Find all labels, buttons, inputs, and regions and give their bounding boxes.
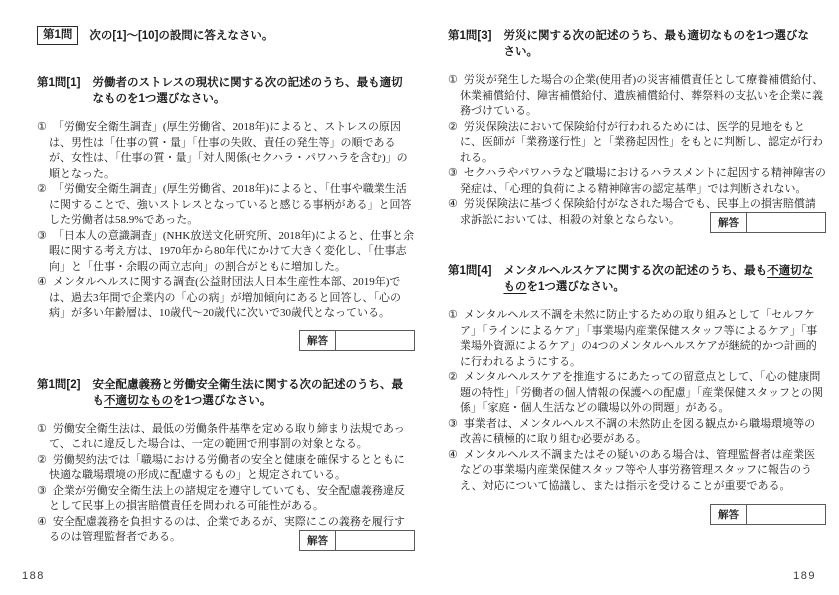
- question-2-heading: [37, 377, 415, 409]
- page-right: [448, 0, 826, 595]
- choice-number: ④: [37, 515, 47, 528]
- answer-label: 解答: [711, 213, 747, 232]
- question-2: [37, 377, 415, 551]
- choice-text: 事業者は、メンタルヘルス不調の未然防止を図る観点から職場環境等の改善に積極的に取り組む必要がある。: [460, 417, 816, 445]
- question-3-heading: [448, 28, 826, 60]
- question-title: [503, 28, 817, 60]
- choice-number: ①: [37, 422, 47, 435]
- choice-number: ②: [448, 371, 458, 383]
- choice-text: メンタルヘルス不調を未然に防止するための取り組みとして「セルフケア」「ラインによるケア」「事業場内産業保健スタッフ等によるケア」「事業場外資源によるケア」の4つのメンタルヘルスケアが継続的かつ計画的に行われるようにする。: [460, 309, 818, 368]
- question-title-underlined: 不適切なもの: [503, 265, 814, 293]
- question-1-heading: [37, 75, 415, 107]
- question-title: [503, 263, 817, 295]
- choice-text: 「日本人の意識調査」(NHK放送文化研究所、2018年)によると、仕事と余暇に関する考え方は、1970年から80年代にかけて大きく変化し、「仕事志向」と「仕事・余暇の両立志向」の割合がともに増加した。: [49, 229, 415, 273]
- answer-label: 解答: [711, 505, 747, 524]
- choice-text: 安全配慮義務を負担するのは、企業であるが、実際にこの義務を履行するのは管理監督者である。: [49, 515, 405, 543]
- choice-number: ③: [37, 229, 47, 242]
- choice-text: 企業が労働安全衛生法上の諸規定を遵守していても、安全配慮義務違反として民事上の損害賠償責任を問われる可能性がある。: [49, 484, 405, 512]
- choice-text: 労働安全衛生法は、最低の労働条件基準を定める取り締まり法規であって、これに違反した場合は、一定の範囲で刑事罰の対象となる。: [49, 422, 405, 450]
- question-1: [37, 75, 415, 351]
- question-3: [448, 28, 826, 233]
- problem-number-box: 第1問: [37, 26, 78, 45]
- answer-box: [710, 504, 826, 525]
- problem-header: [37, 26, 415, 45]
- question-title-text: 安全配慮義務と労働安全衛生法に関する次の記述のうち、最も: [92, 378, 403, 407]
- choice-list: [37, 422, 415, 546]
- choice-number: ②: [448, 120, 458, 133]
- question-title-text: 労災に関する次の記述のうち、最も適切なものを1つ選びなさい。: [503, 30, 809, 58]
- choice-number: ③: [37, 484, 47, 497]
- question-label: 第1問[4]: [448, 265, 492, 277]
- choice-item: [37, 120, 415, 182]
- choice-text: 「労働安全衛生調査」(厚生労働省、2018年)によると、「仕事や職業生活に関することで、強いストレスとなっていると感じる事柄がある」と回答した労働者は58.9%であった。: [49, 183, 412, 226]
- choice-number: ④: [448, 448, 458, 461]
- choice-number: ③: [448, 417, 458, 430]
- choice-list: [37, 120, 415, 322]
- answer-label: 解答: [300, 531, 336, 550]
- choice-number: ①: [448, 309, 458, 321]
- choice-number: ②: [37, 183, 47, 195]
- choice-list: [448, 308, 826, 494]
- answer-field: [747, 505, 825, 524]
- question-4-heading: [448, 263, 826, 295]
- problem-header-text: 次の[1]～[10]の設問に答えなさい。: [89, 29, 274, 42]
- question-label: 第1問[3]: [448, 30, 492, 42]
- choice-number: ③: [448, 167, 458, 179]
- answer-field: [336, 331, 414, 350]
- answer-box: [299, 330, 415, 351]
- answer-label: 解答: [300, 331, 336, 350]
- question-4: [448, 263, 826, 525]
- question-title-underlined: 不適切なもの: [103, 394, 173, 407]
- choice-item: [37, 422, 415, 453]
- question-title-text: メンタルヘルスケアに関する次の記述のうち、最も: [503, 265, 768, 277]
- choice-number: ①: [37, 121, 47, 133]
- question-title-text: 労働者のストレスの現状に関する次の記述のうち、最も適切なものを1つ選びなさい。: [92, 77, 403, 105]
- question-title: [92, 75, 406, 107]
- choice-list: [448, 73, 826, 228]
- choice-text: 「労働安全衛生調査」(厚生労働省、2018年)によると、ストレスの原因は、男性は「仕事の質・量」「仕事の失敗、責任の発生等」の順であるが、女性は、「仕事の質・量」「対人関係(セクハラ・パワハラを含む)」の順となった。: [49, 121, 408, 180]
- answer-box: [299, 530, 415, 551]
- page-left: [22, 0, 415, 595]
- choice-number: ④: [448, 198, 458, 210]
- answer-field: [747, 213, 825, 232]
- answer-row: [37, 330, 415, 351]
- choice-item: [448, 308, 826, 370]
- page-number-left: 188: [22, 570, 45, 582]
- choice-text: 労災が発生した場合の企業(使用者)の災害補償責任として療養補償給付、休業補償給付、障害補償給付、遺族補償給付、葬祭料の支払いを企業に義務づけている。: [460, 74, 824, 117]
- choice-item: [448, 417, 826, 448]
- choice-text: 労災保険法において保険給付が行われるためには、医学的見地をもとに、医師が「業務遂行性」と「業務起因性」をもとに判断し、認定が行われる。: [460, 120, 823, 164]
- question-title-suffix: を1つ選びなさい。: [172, 394, 272, 407]
- choice-number: ②: [37, 453, 47, 466]
- choice-item: [448, 448, 826, 495]
- page-number-right: 189: [793, 570, 816, 582]
- choice-item: [37, 484, 415, 515]
- choice-text: 労災保険法に基づく保険給付がなされた場合でも、民事上の損害賠償請求訴訟においては、相殺の対象とならない。: [460, 198, 816, 226]
- question-title-suffix: を1つ選びなさい。: [526, 281, 625, 293]
- answer-field: [336, 531, 414, 550]
- choice-item: [37, 229, 415, 276]
- choice-item: [448, 370, 826, 417]
- choice-item: [448, 73, 826, 120]
- choice-item: [37, 275, 415, 322]
- choice-text: メンタルヘルスケアを推進するにあたっての留意点として、「心の健康問題の特性」「労働者の個人情報の保護への配慮」「産業保健スタッフとの関係」「家庭・個人生活などの職場以外の問題」がある。: [460, 371, 823, 414]
- answer-box: [710, 212, 826, 233]
- choice-item: [37, 182, 415, 229]
- choice-text: 労働契約法では「職場における労働者の安全と健康を確保するとともに快適な職場環境の形成に配慮するもの」と規定されている。: [49, 453, 405, 481]
- question-title: [92, 377, 406, 409]
- choice-number: ④: [37, 276, 47, 288]
- choice-text: メンタルヘルスに関する調査(公益財団法人日本生産性本部、2019年)では、過去3年間で企業内の「心の病」が増加傾向にあると回答し、「心の病」が多い年齢層は、10歳代～20歳代に次いで30歳代となっている。: [49, 276, 401, 319]
- question-label: 第1問[1]: [37, 77, 81, 89]
- choice-item: [37, 453, 415, 484]
- choice-item: [448, 120, 826, 167]
- choice-number: ①: [448, 74, 458, 86]
- choice-item: [448, 166, 826, 197]
- answer-row: [448, 504, 826, 525]
- choice-text: セクハラやパワハラなど職場におけるハラスメントに起因する精神障害の発症は、「心理的負荷による精神障害の認定基準」では判断されない。: [460, 167, 826, 195]
- choice-text: メンタルヘルス不調またはその疑いのある場合は、管理監督者は産業医などの事業場内産業保健スタッフ等や人事労務管理スタッフに報告のうえ、対応について協議し、または指示を受けることが重要である。: [460, 448, 816, 492]
- question-label: 第1問[2]: [37, 378, 81, 391]
